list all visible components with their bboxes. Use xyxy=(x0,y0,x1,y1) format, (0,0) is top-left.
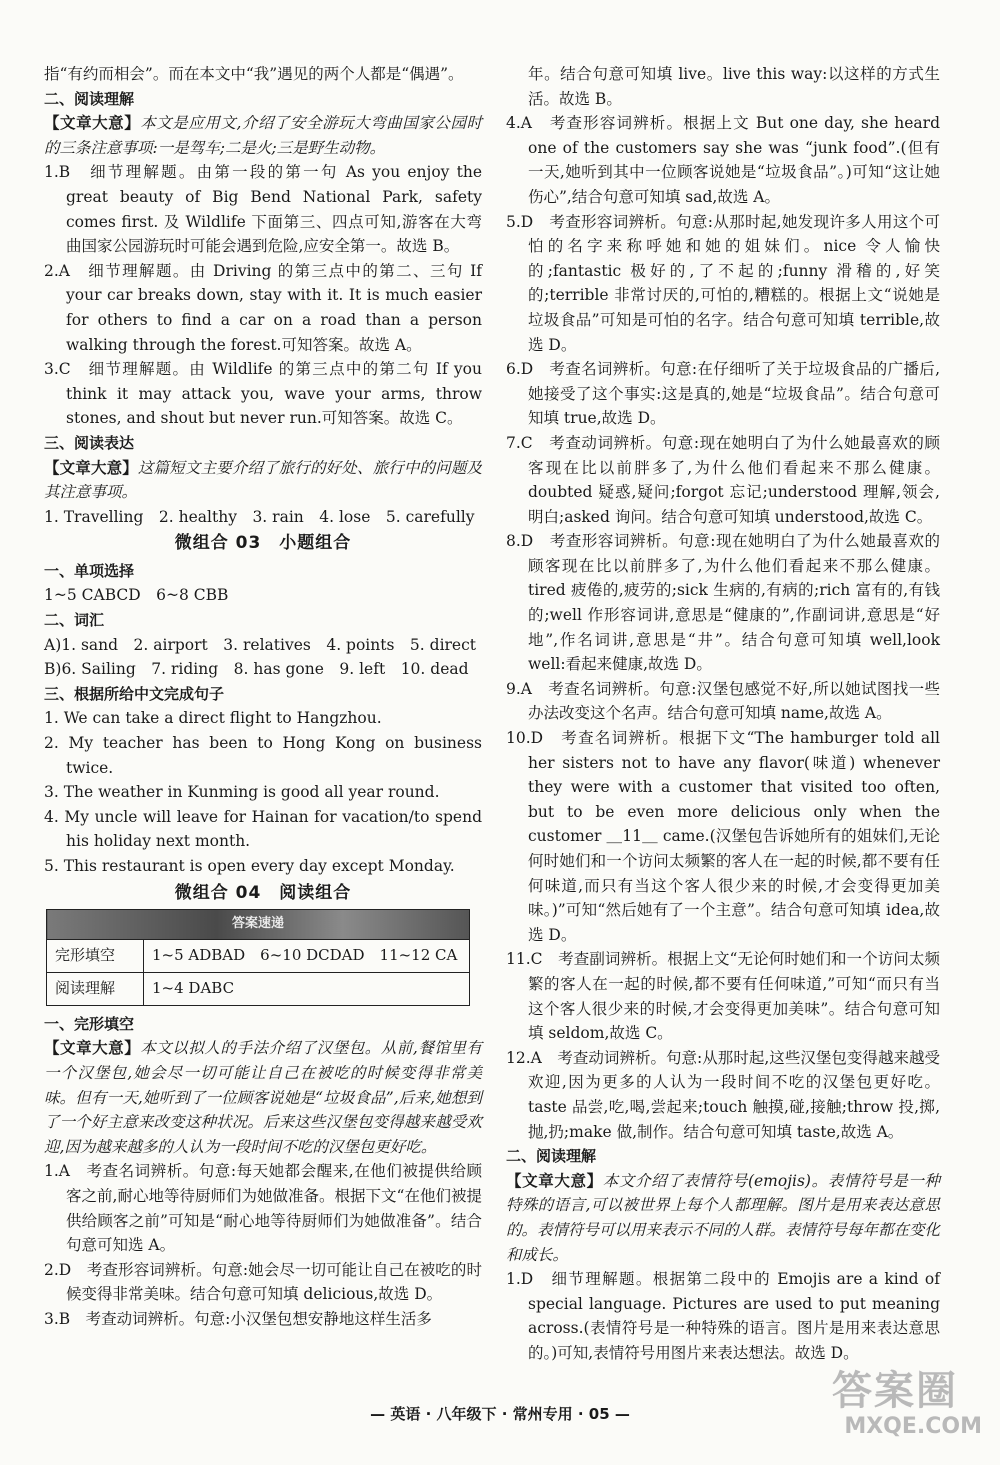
right-column xyxy=(506,62,940,1365)
summary-tag: 【文章大意】 xyxy=(44,1039,141,1058)
answer-item: 1.D 细节理解题。根据第二段中的 Emojis are a kind of special language. Pictures are used to put meaning across.(表情符号是一种特殊的语言。图片是用来表达意思的。)可知,表情符号用图片来表达想法。故选 D。 xyxy=(506,1270,940,1362)
answer-table xyxy=(46,909,470,1006)
answer-line: 1~5 CABCD 6~8 CBB xyxy=(44,586,229,605)
answer-item: 2.A 细节理解题。由 Driving 的第三点中的第二、三句 If your car breaks down, stay with it. It is much easier for others to find a car on a road than a person walking through the forest.可知答案。故选 A。 xyxy=(44,261,482,354)
watermark-url: MXQE.COM xyxy=(844,1414,982,1439)
table-row xyxy=(47,939,470,972)
table-cell-value: 1~4 DABC xyxy=(144,972,470,1005)
summary-tag: 【文章大意】 xyxy=(506,1171,603,1190)
section-heading: 三、根据所给中文完成句子 xyxy=(44,684,225,703)
summary-tag: 【文章大意】 xyxy=(44,114,141,133)
sentence-item: 4. My uncle will leave for Hainan for vacation/to spend his holiday next month. xyxy=(44,807,482,851)
table-cell-label: 阅读理解 xyxy=(47,972,144,1005)
summary-text: 这篇短文主要介绍了旅行的好处、旅行中的问题及其注意事项。 xyxy=(44,458,482,502)
summary-text: 本文以拟人的手法介绍了汉堡包。从前,餐馆里有一个汉堡包,她会尽一切可能让自己在被吃的时候变得非常美味。但有一天,她听到了一位顾客说她是“垃圾食品”,后来,她想到了一个好主意来改变这种状况。后来这些汉堡包变得越来越受欢迎,因为越来越多的人认为一段时间不吃的汉堡包更好吃。 xyxy=(44,1039,482,1156)
answer-line: 1. Travelling 2. healthy 3. rain 4. lose 5. carefully xyxy=(44,507,475,526)
answer-table-header xyxy=(47,910,470,940)
group-title: 微组合 04 阅读组合 xyxy=(174,882,352,903)
article-summary xyxy=(44,456,482,505)
answer-item: 9.A 考查名词辨析。句意:汉堡包感觉不好,所以她试图找一些办法改变这个名声。结合句意可知填 name,故选 A。 xyxy=(506,679,940,723)
answer-item: 4.A 考查形容词辨析。根据上文 But one day, she heard one of the customers say she was “junk food”.(但有一天,她听到其中一位顾客说她是“垃圾食品”。)可知“这让她伤心”,结合句意可知填 sad,故选 A。 xyxy=(506,114,940,206)
section-heading: 二、词汇 xyxy=(44,611,105,630)
table-cell-value: 1~5 ADBAD 6~10 DCDAD 11~12 CA xyxy=(144,939,470,972)
answer-table-header-cell: 答案速递 xyxy=(47,910,470,940)
left-column xyxy=(44,62,482,1332)
page-footer: — 英语 · 八年级下 · 常州专用 · 05 — xyxy=(370,1405,630,1423)
section-heading: 三、阅读表达 xyxy=(44,433,135,452)
table-row xyxy=(47,972,470,1005)
answer-line: B)6. Sailing 7. riding 8. has gone 9. left 10. dead xyxy=(44,660,469,679)
article-summary xyxy=(44,111,482,160)
answer-item: 3.C 细节理解题。由 Wildlife 的第三点中的第二句 If you think it may attack you, wave your arms, throw stones, and shout but never run.可知答案。故选 C。 xyxy=(44,360,482,428)
section-heading: 一、完形填空 xyxy=(44,1014,135,1033)
sentence-item: 3. The weather in Kunming is good all year round. xyxy=(44,783,440,802)
answer-item: 2.D 考查形容词辨析。句意:她会尽一切可能让自己在被吃的时候变得非常美味。结合句意可知填 delicious,故选 D。 xyxy=(44,1260,482,1304)
answer-item: 12.A 考查动词辨析。句意:从那时起,这些汉堡包变得越来越受欢迎,因为更多的人认为一段时间不吃的汉堡包更好吃。taste 品尝,吃,喝,尝起来;touch 触摸,碰,接触;throw 投,掷,抛,扔;make 做,制作。结合句意可知填 taste,故选 A。 xyxy=(506,1048,940,1141)
sentence-item: 1. We can take a direct flight to Hangzhou. xyxy=(44,709,382,728)
article-summary xyxy=(44,1036,482,1159)
answer-item: 7.C 考查动词辨析。句意:现在她明白了为什么她最喜欢的顾客现在比以前胖多了,为什么他们看起来不那么健康。doubted 疑惑,疑问;forgot 忘记;understood 理解,领会,明白;asked 询问。结合句意可知填 understood,故选 C。 xyxy=(506,433,940,526)
section-heading: 二、阅读理解 xyxy=(44,89,135,108)
section-heading: 一、单项选择 xyxy=(44,561,135,580)
answer-item: 10.D 考查名词辨析。根据下文“The hamburger told all her sisters not to have any flavor(味道) whenever they were with a customer that visited too often, but to be even more delicious only when the customer ＿11＿ came.(汉堡包告诉她所有的姐妹们,无论何时她们和一个访问太频繁的客人在一起的时候,都不要有任何味道,而只有当这个客人很少来的时候,才会变得更加美味。)”可知“然后她有了一个主意”。结合句意可知填 idea,故选 D。 xyxy=(506,729,940,944)
intro-text: 指“有约而相会”。而在本文中“我”遇见的两个人都是“偶遇”。 xyxy=(44,65,464,83)
summary-text: 本文是应用文,介绍了安全游玩大弯曲国家公园时的三条注意事项:一是驾车;二是火;三是野生动物。 xyxy=(44,114,482,157)
sentence-item: 2. My teacher has been to Hong Kong on business twice. xyxy=(44,734,482,777)
answer-item: 1.B 细节理解题。由第一段的第一句 As you enjoy the great beauty of Big Bend National Park, safety comes first. 及 Wildlife 下面第三、四点可知,游客在大弯曲国家公园游玩时可能会遇到危险,应安全第一。故选 B。 xyxy=(44,163,482,256)
watermark-logo: 答案圈 xyxy=(832,1368,958,1414)
article-summary xyxy=(506,1169,940,1267)
summary-text: 本文介绍了表情符号(emojis)。表情符号是一种特殊的语言,可以被世界上每个人都理解。图片是用来表达意思的。表情符号可以用来表示不同的人群。表情符号每年都在变化和成长。 xyxy=(506,1171,941,1264)
answer-item: 6.D 考查名词辨析。句意:在仔细听了关于垃圾食品的广播后,她接受了这个事实:这是真的,她是“垃圾食品”。结合句意可知填 true,故选 D。 xyxy=(506,360,940,428)
table-cell-label: 完形填空 xyxy=(47,939,144,972)
group-title: 微组合 03 小题组合 xyxy=(174,533,352,554)
section-heading: 二、阅读理解 xyxy=(506,1147,597,1166)
answer-item-continued: 年。结合句意可知填 live。live this way:以这样的方式生活。故选 B。 xyxy=(528,65,940,108)
answer-item: 8.D 考查形容词辨析。句意:现在她明白了为什么她最喜欢的顾客现在比以前胖多了,为什么他们看起来不那么健康。tired 疲倦的,疲劳的;sick 生病的,有病的;rich 富有的,有钱的;well 作形容词讲,意思是“健康的”,作副词讲,意思是“好地”,作名词讲,意思是“井”。结合句意可知填 well,look well:看起来健康,故选 D。 xyxy=(506,532,940,674)
summary-tag: 【文章大意】 xyxy=(44,458,138,477)
sentence-item: 5. This restaurant is open every day except Monday. xyxy=(44,857,455,875)
answer-item: 5.D 考查形容词辨析。句意:从那时起,她发现许多人用这个可怕的名字来称呼她和她的姐妹们。nice 令人愉快的;fantastic 极好的,了不起的;funny 滑稽的,好笑的;terrible 非常讨厌的,可怕的,糟糕的。根据上文“说她是垃圾食品”可知是可怕的名字。结合句意可知填 terrible,故选 D。 xyxy=(506,212,940,354)
answer-item: 3.B 考查动词辨析。句意:小汉堡包想安静地这样生活多 xyxy=(44,1309,432,1328)
answer-item: 1.A 考查名词辨析。句意:每天她都会醒来,在他们被提供给顾客之前,耐心地等待厨师们为她做准备。根据下文“在他们被提供给顾客之前”可知是“耐心地等待厨师们为她做准备”。结合句意可知选 A。 xyxy=(44,1162,482,1255)
answer-item: 11.C 考查副词辨析。根据上文“无论何时她们和一个访问太频繁的客人在一起的时候,都不要有任何味道,”可知“而只有当这个客人很少来的时候,才会变得更加美味”。结合句意可知填 seldom,故选 C。 xyxy=(506,950,940,1043)
watermark xyxy=(832,1368,982,1448)
answer-line: A)1. sand 2. airport 3. relatives 4. points 5. direct xyxy=(44,635,477,654)
